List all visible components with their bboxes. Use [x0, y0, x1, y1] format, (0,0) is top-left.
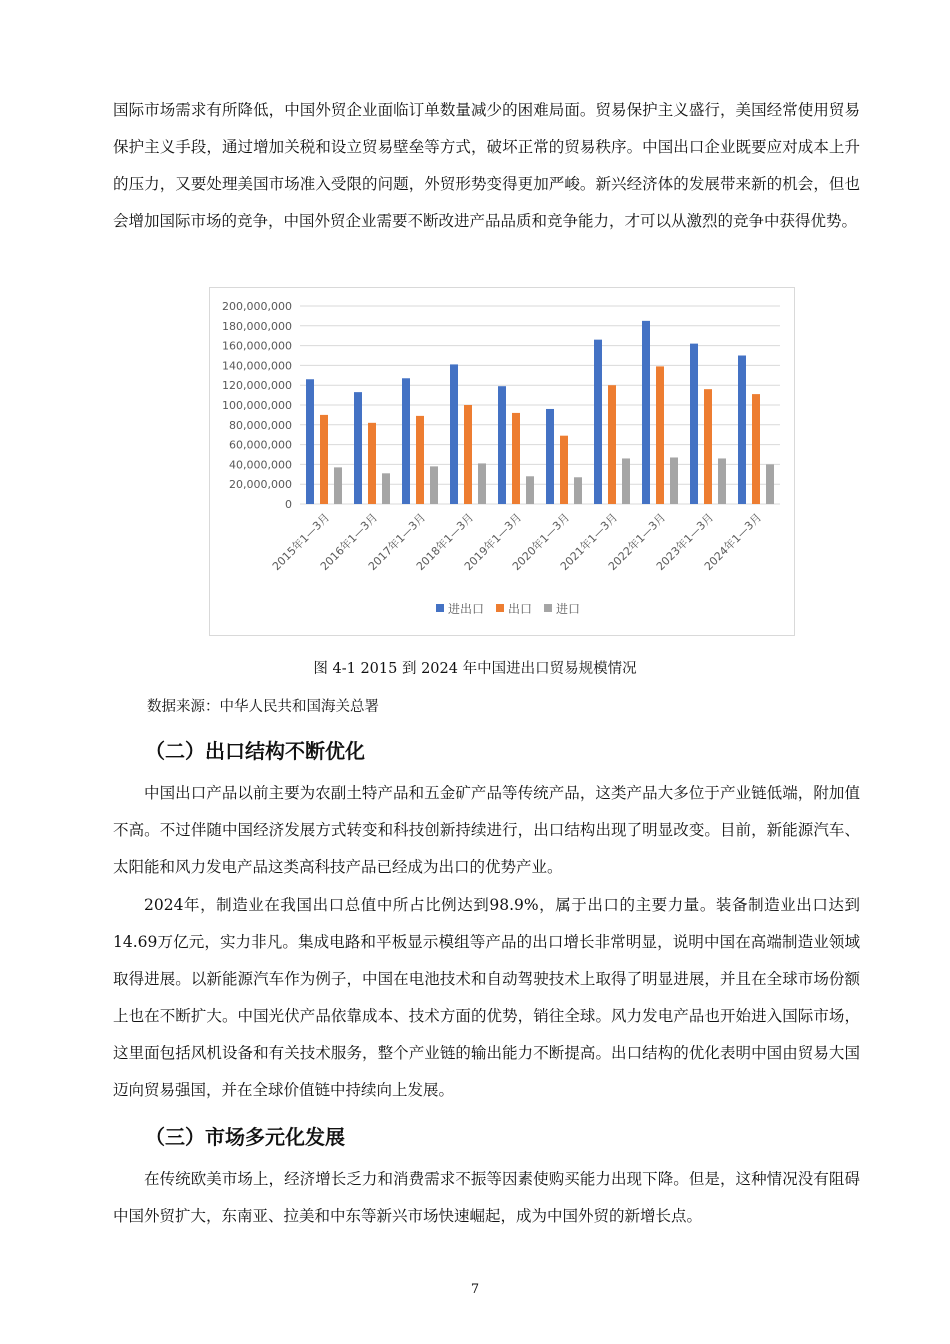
x-tick-label: 2015年1—3月	[269, 510, 333, 574]
bar-进口	[430, 466, 438, 504]
x-tick-label: 2018年1—3月	[413, 510, 477, 574]
paragraph-1: 国际市场需求有所降低，中国外贸企业面临订单数量减少的困难局面。贸易保护主义盛行，美国经常使用贸易保护主义手段，通过增加关税和设立贸易壁垒等方式，破坏正常的贸易秩序。中国出口企业既要应对成本上升的压力，又要处理美国市场准入受限的问题，外贸形势变得更加严峻。新兴经济体的发展带来新的机会，但也会增加国际市场的竞争，中国外贸企业需要不断改进产品品质和竞争能力，才可以从激烈的竞争中获得优势。	[113, 101, 860, 230]
paragraph-4: 在传统欧美市场上，经济增长乏力和消费需求不振等因素使购买能力出现下降。但是，这种情况没有阻碍中国外贸扩大，东南亚、拉美和中东等新兴市场快速崛起，成为中国外贸的新增长点。	[113, 1170, 860, 1225]
paragraph-3: 2024年，制造业在我国出口总值中所占比例达到98.9%，属于出口的主要力量。装备制造业出口达到14.69万亿元，实力非凡。集成电路和平板显示模组等产品的出口增长非常明显，说明中国在高端制造业领域取得进展。以新能源汽车作为例子，中国在电池技术和自动驾驶技术上取得了明显进展，并且在全球市场份额上也在不断扩大。中国光伏产品依靠成本、技术方面的优势，销往全球。风力发电产品也开始进入国际市场，这里面包括风机设备和有关技术服务，整个产业链的输出能力不断提高。出口结构的优化表明中国由贸易大国迈向贸易强国，并在全球价值链中持续向上发展。	[113, 896, 860, 1099]
legend-swatch	[544, 604, 552, 612]
x-tick-label: 2022年1—3月	[605, 510, 669, 574]
section-heading-2: （二）出口结构不断优化	[145, 739, 365, 763]
bar-出口	[512, 413, 520, 504]
bar-出口	[464, 405, 472, 504]
bar-出口	[656, 366, 664, 504]
x-tick-label: 2019年1—3月	[461, 510, 525, 574]
chart-frame	[209, 287, 795, 636]
bar-进口	[718, 458, 726, 504]
y-tick-label: 160,000,000	[222, 339, 292, 353]
y-tick-label: 60,000,000	[229, 438, 292, 452]
legend-label: 进出口	[448, 602, 485, 616]
trade-bar-chart	[210, 288, 794, 635]
bar-出口	[368, 423, 376, 504]
x-tick-label: 2020年1—3月	[509, 510, 573, 574]
bar-出口	[608, 385, 616, 504]
bar-进出口	[738, 356, 746, 505]
bar-进口	[334, 467, 342, 504]
legend-swatch	[436, 604, 444, 612]
bar-出口	[320, 415, 328, 504]
page-number: 7	[470, 1282, 480, 1297]
y-tick-label: 140,000,000	[222, 359, 292, 373]
bar-进口	[382, 473, 390, 504]
x-tick-label: 2021年1—3月	[557, 510, 621, 574]
bar-进出口	[402, 378, 410, 504]
y-tick-label: 80,000,000	[229, 418, 292, 432]
bar-进口	[622, 458, 630, 504]
y-tick-label: 200,000,000	[222, 300, 292, 313]
y-tick-label: 40,000,000	[229, 458, 292, 472]
bar-进口	[478, 463, 486, 504]
x-tick-label: 2017年1—3月	[365, 510, 429, 574]
y-tick-label: 180,000,000	[222, 319, 292, 333]
x-tick-label: 2016年1—3月	[317, 510, 381, 574]
x-tick-label: 2023年1—3月	[653, 510, 717, 574]
x-tick-label: 2024年1—3月	[701, 510, 765, 574]
bar-进口	[766, 464, 774, 504]
bar-出口	[752, 394, 760, 504]
bar-进出口	[306, 379, 314, 504]
bar-进出口	[690, 344, 698, 504]
y-tick-label: 100,000,000	[222, 399, 292, 412]
y-tick-label: 20,000,000	[229, 478, 292, 492]
bar-出口	[416, 416, 424, 504]
bar-进口	[526, 476, 534, 504]
bar-进出口	[594, 340, 602, 504]
bar-出口	[704, 389, 712, 504]
bar-进口	[670, 457, 678, 504]
bar-出口	[560, 436, 568, 504]
paragraph-2: 中国出口产品以前主要为农副土特产品和五金矿产品等传统产品，这类产品大多位于产业链低端，附加值不高。不过伴随中国经济发展方式转变和科技创新持续进行，出口结构出现了明显改变。目前，新能源汽车、太阳能和风力发电产品这类高科技产品已经成为出口的优势产业。	[113, 784, 860, 876]
legend-label: 出口	[508, 602, 533, 616]
legend-swatch	[496, 604, 504, 612]
bar-进出口	[498, 386, 506, 504]
figure-caption: 图 4-1 2015 到 2024 年中国进出口贸易规模情况	[313, 661, 637, 677]
section-heading-3: （三）市场多元化发展	[145, 1125, 345, 1149]
y-tick-label: 0	[285, 498, 292, 511]
bar-进口	[574, 477, 582, 504]
data-source: 数据来源：中华人民共和国海关总署	[147, 699, 379, 715]
bar-进出口	[450, 364, 458, 504]
y-tick-label: 120,000,000	[222, 379, 292, 393]
legend-label: 进口	[556, 602, 581, 616]
bar-进出口	[546, 409, 554, 504]
bar-进出口	[642, 321, 650, 504]
bar-进出口	[354, 392, 362, 504]
